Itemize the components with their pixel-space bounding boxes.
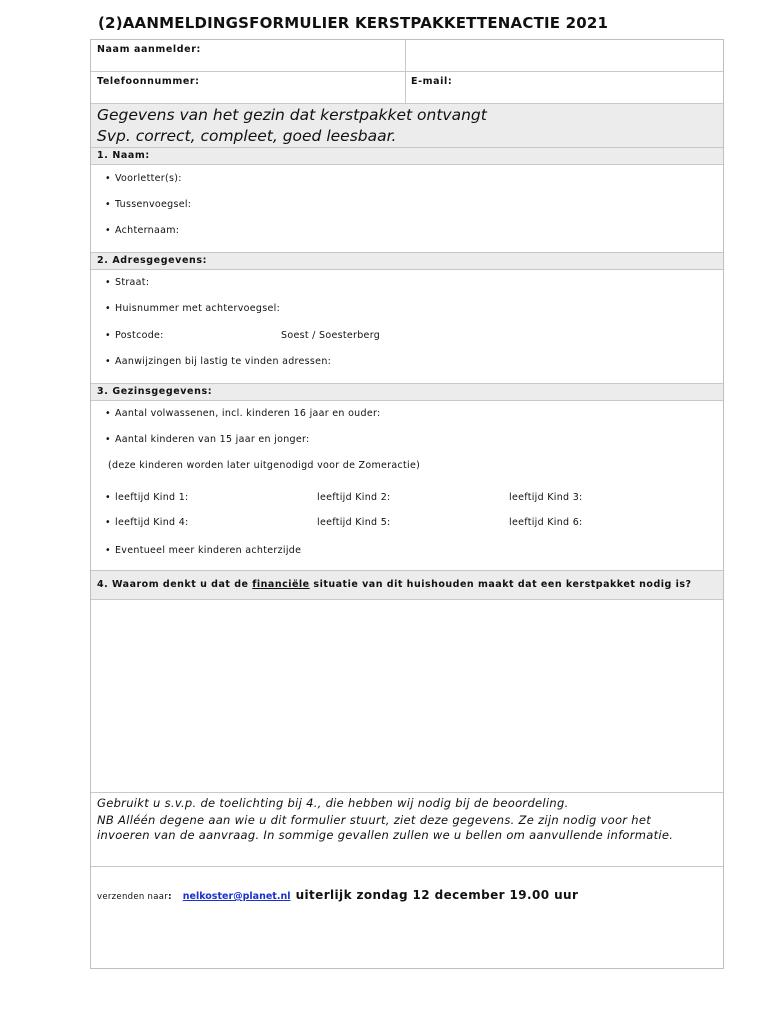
footer-note-1: Gebruikt u s.v.p. de toelichting bij 4., die hebben wij nodig bij de beoordeling. bbox=[97, 796, 569, 810]
family-header-line1: Gegevens van het gezin dat kerstpakket ontvangt bbox=[97, 106, 487, 124]
explanation-area[interactable] bbox=[91, 600, 723, 791]
list-item: • Tussenvoegsel: bbox=[105, 199, 192, 210]
section3-heading: 3. Gezinsgegevens: bbox=[97, 386, 213, 397]
list-item: • Voorletter(s): bbox=[105, 173, 182, 184]
children-note: (deze kinderen worden later uitgenodigd voor de Zomeractie) bbox=[108, 460, 421, 471]
deadline-text: uiterlijk zondag 12 december 19.00 uur bbox=[295, 888, 579, 902]
row-divider bbox=[91, 570, 723, 571]
row-divider bbox=[91, 400, 723, 401]
row-divider bbox=[91, 269, 723, 270]
kid-age-3: leeftijd Kind 3: bbox=[509, 492, 583, 503]
list-item: • Achternaam: bbox=[105, 225, 180, 236]
kid-age-1: • leeftijd Kind 1: bbox=[105, 492, 189, 503]
row-divider bbox=[91, 792, 723, 793]
row-divider bbox=[91, 866, 723, 867]
row-divider bbox=[91, 103, 723, 104]
list-item: • Aanwijzingen bij lastig te vinden adressen: bbox=[105, 356, 332, 367]
section2-heading: 2. Adresgegevens: bbox=[97, 255, 208, 266]
email-link[interactable]: nelkoster@planet.nl bbox=[182, 891, 291, 902]
send-label: verzenden naar bbox=[97, 892, 169, 902]
phone-label: Telefoonnummer: bbox=[97, 76, 200, 87]
family-header-line2: Svp. correct, compleet, goed leesbaar. bbox=[97, 127, 397, 145]
kid-age-5: leeftijd Kind 5: bbox=[317, 517, 391, 528]
row-divider bbox=[91, 71, 723, 72]
row-divider bbox=[91, 147, 723, 148]
kid-age-6: leeftijd Kind 6: bbox=[509, 517, 583, 528]
list-item: • Aantal volwassenen, incl. kinderen 16 jaar en ouder: bbox=[105, 408, 381, 419]
send-line: verzenden naar: nelkoster@planet.nl uiterlijk zondag 12 december 19.00 uur bbox=[97, 888, 579, 902]
application-form bbox=[90, 39, 724, 969]
list-item: • Eventueel meer kinderen achterzijde bbox=[105, 545, 302, 556]
kid-age-4: • leeftijd Kind 4: bbox=[105, 517, 189, 528]
form-title: (2)AANMELDINGSFORMULIER KERSTPAKKETTENACTIE 2021 bbox=[98, 14, 609, 32]
applicant-name-label: Naam aanmelder: bbox=[97, 44, 201, 55]
row-divider bbox=[91, 252, 723, 253]
section1-heading: 1. Naam: bbox=[97, 150, 150, 161]
city-text: Soest / Soesterberg bbox=[281, 330, 381, 341]
section1-band bbox=[91, 147, 723, 164]
section4-heading: 4. Waarom denkt u dat de financiële situatie van dit huishouden maakt dat een kerstpakket nodig is? bbox=[97, 579, 692, 590]
list-item: • Postcode: bbox=[105, 330, 164, 341]
list-item: • Straat: bbox=[105, 277, 150, 288]
kid-age-2: leeftijd Kind 2: bbox=[317, 492, 391, 503]
list-item: • Huisnummer met achtervoegsel: bbox=[105, 303, 281, 314]
row-divider bbox=[91, 383, 723, 384]
footer-note-3: invoeren van de aanvraag. In sommige gevallen zullen we u bellen om aanvullende informatie. bbox=[97, 828, 674, 842]
list-item: • Aantal kinderen van 15 jaar en jonger: bbox=[105, 434, 310, 445]
footer-note-2: NB Alléén degene aan wie u dit formulier stuurt, ziet deze gegevens. Ze zijn nodig voor het bbox=[97, 813, 652, 827]
row-divider bbox=[91, 164, 723, 165]
email-label: E-mail: bbox=[411, 76, 453, 87]
